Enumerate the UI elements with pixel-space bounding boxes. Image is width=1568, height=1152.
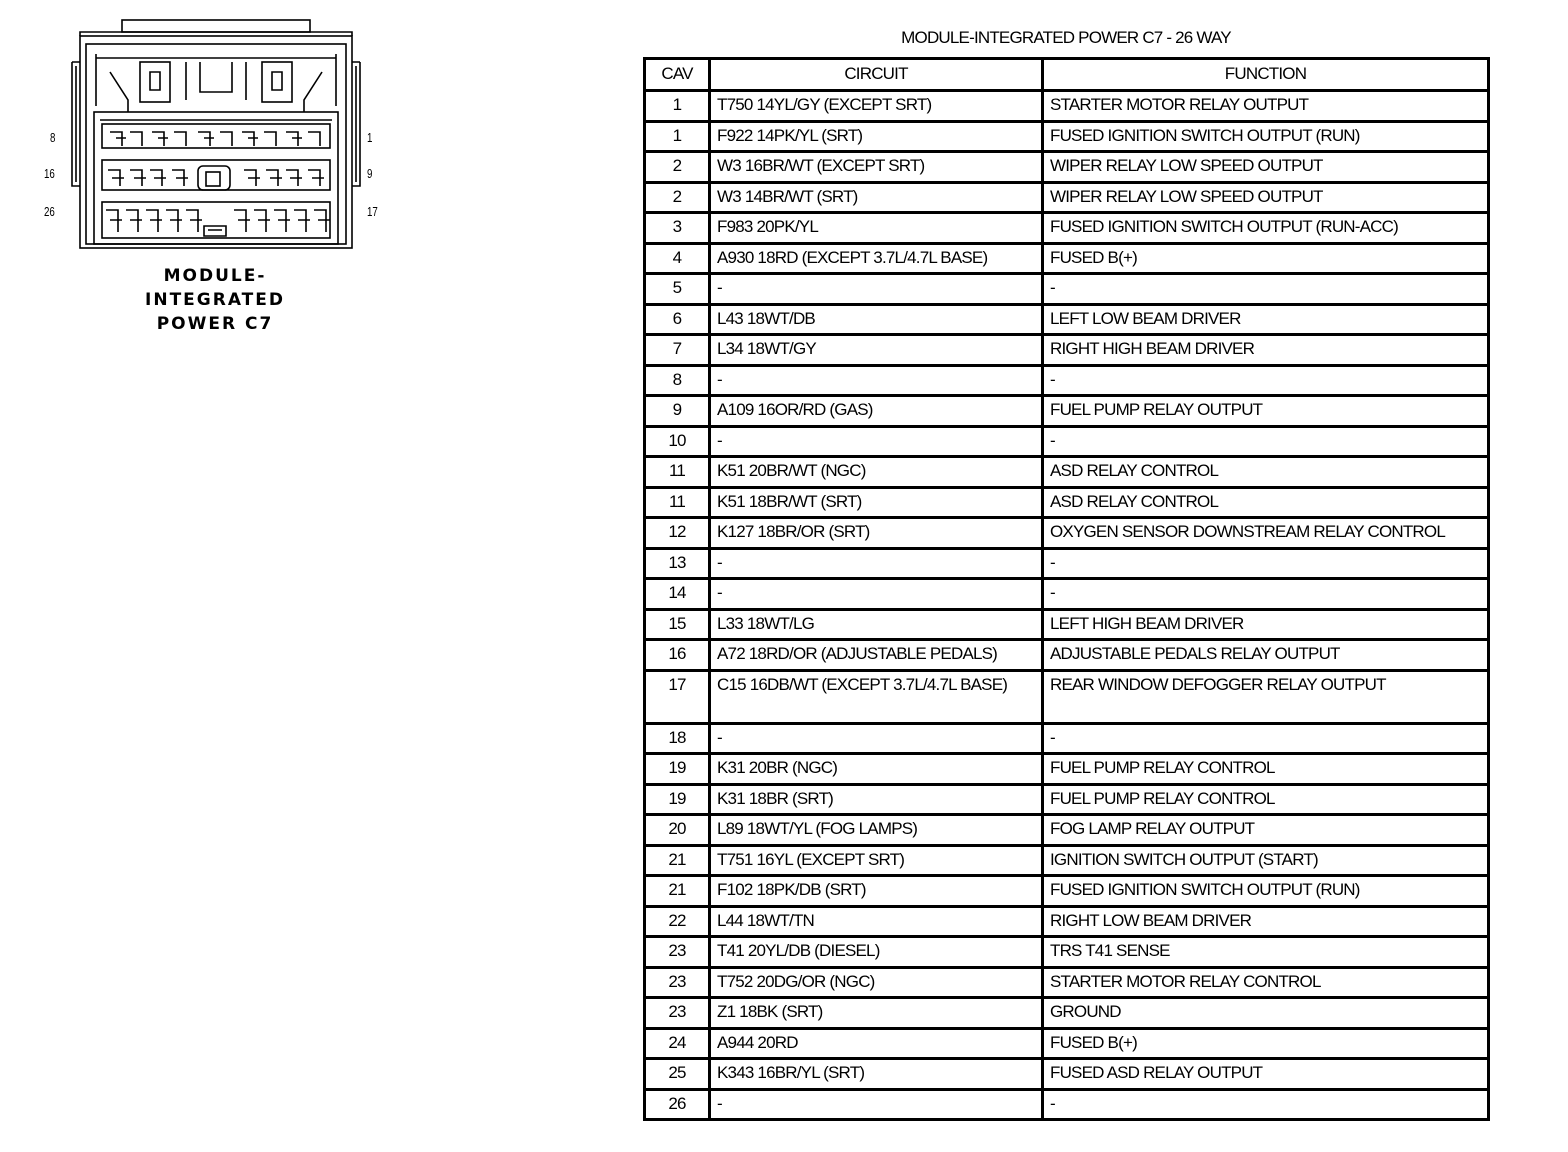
pin-label-9: 9	[367, 166, 373, 181]
connector-shell	[80, 36, 352, 248]
cav-cell: 25	[645, 1059, 710, 1090]
function-cell: -	[1043, 723, 1489, 754]
circuit-cell: -	[710, 1089, 1043, 1120]
function-cell: LEFT LOW BEAM DRIVER	[1043, 304, 1489, 335]
circuit-cell: -	[710, 548, 1043, 579]
table-row	[645, 876, 1489, 907]
cav-cell: 23	[645, 967, 710, 998]
function-cell: REAR WINDOW DEFOGGER RELAY OUTPUT	[1043, 670, 1489, 723]
table-row	[645, 121, 1489, 152]
circuit-cell: L43 18WT/DB	[710, 304, 1043, 335]
function-cell: STARTER MOTOR RELAY CONTROL	[1043, 967, 1489, 998]
header-function: FUNCTION	[1043, 59, 1489, 91]
cav-cell: 18	[645, 723, 710, 754]
circuit-cell: F102 18PK/DB (SRT)	[710, 876, 1043, 907]
cav-cell: 2	[645, 152, 710, 183]
circuit-cell: L34 18WT/GY	[710, 335, 1043, 366]
table-row	[645, 754, 1489, 785]
table-row	[645, 457, 1489, 488]
circuit-cell: T752 20DG/OR (NGC)	[710, 967, 1043, 998]
table-row	[645, 274, 1489, 305]
circuit-cell: -	[710, 426, 1043, 457]
function-cell: ASD RELAY CONTROL	[1043, 457, 1489, 488]
cav-cell: 7	[645, 335, 710, 366]
circuit-cell: T41 20YL/DB (DIESEL)	[710, 937, 1043, 968]
function-cell: OXYGEN SENSOR DOWNSTREAM RELAY CONTROL	[1043, 518, 1489, 549]
pin-label-17: 17	[367, 204, 378, 219]
function-cell: WIPER RELAY LOW SPEED OUTPUT	[1043, 152, 1489, 183]
cav-cell: 5	[645, 274, 710, 305]
pin-label-26: 26	[44, 204, 55, 219]
circuit-cell: Z1 18BK (SRT)	[710, 998, 1043, 1029]
function-cell: FUEL PUMP RELAY CONTROL	[1043, 754, 1489, 785]
circuit-cell: A944 20RD	[710, 1028, 1043, 1059]
cav-cell: 19	[645, 784, 710, 815]
cav-cell: 2	[645, 182, 710, 213]
cav-cell: 1	[645, 121, 710, 152]
function-cell: -	[1043, 1089, 1489, 1120]
table-row	[645, 1089, 1489, 1120]
function-cell: FUSED B(+)	[1043, 1028, 1489, 1059]
circuit-cell: K31 18BR (SRT)	[710, 784, 1043, 815]
table-row	[645, 152, 1489, 183]
table-row	[645, 304, 1489, 335]
function-cell: -	[1043, 365, 1489, 396]
cav-cell: 1	[645, 91, 710, 122]
circuit-cell: A109 16OR/RD (GAS)	[710, 396, 1043, 427]
cav-cell: 24	[645, 1028, 710, 1059]
connector-caption-line: POWER C7	[156, 314, 274, 334]
table-row	[645, 670, 1489, 723]
function-cell: GROUND	[1043, 998, 1489, 1029]
table-row	[645, 579, 1489, 610]
circuit-cell: -	[710, 723, 1043, 754]
function-cell: FUSED IGNITION SWITCH OUTPUT (RUN-ACC)	[1043, 213, 1489, 244]
table-row	[645, 487, 1489, 518]
function-cell: -	[1043, 426, 1489, 457]
circuit-cell: K127 18BR/OR (SRT)	[710, 518, 1043, 549]
table-row	[645, 937, 1489, 968]
cav-cell: 15	[645, 609, 710, 640]
circuit-cell: A930 18RD (EXCEPT 3.7L/4.7L BASE)	[710, 243, 1043, 274]
cav-cell: 6	[645, 304, 710, 335]
circuit-cell: K343 16BR/YL (SRT)	[710, 1059, 1043, 1090]
table-row	[645, 91, 1489, 122]
function-cell: -	[1043, 548, 1489, 579]
table-body	[645, 91, 1489, 1120]
function-cell: ASD RELAY CONTROL	[1043, 487, 1489, 518]
circuit-cell: C15 16DB/WT (EXCEPT 3.7L/4.7L BASE)	[710, 670, 1043, 723]
table-row	[645, 723, 1489, 754]
table-header-row	[645, 59, 1489, 91]
function-cell: IGNITION SWITCH OUTPUT (START)	[1043, 845, 1489, 876]
circuit-cell: K51 20BR/WT (NGC)	[710, 457, 1043, 488]
function-cell: -	[1043, 579, 1489, 610]
table-row	[645, 609, 1489, 640]
circuit-cell: K31 20BR (NGC)	[710, 754, 1043, 785]
cav-cell: 12	[645, 518, 710, 549]
cav-cell: 26	[645, 1089, 710, 1120]
table-row	[645, 426, 1489, 457]
cav-cell: 23	[645, 998, 710, 1029]
function-cell: FOG LAMP RELAY OUTPUT	[1043, 815, 1489, 846]
circuit-cell: L44 18WT/TN	[710, 906, 1043, 937]
circuit-cell: -	[710, 274, 1043, 305]
header-circuit: CIRCUIT	[710, 59, 1043, 91]
table-row	[645, 518, 1489, 549]
table-row	[645, 998, 1489, 1029]
circuit-cell: L33 18WT/LG	[710, 609, 1043, 640]
cav-cell: 8	[645, 365, 710, 396]
function-cell: -	[1043, 274, 1489, 305]
cav-cell: 22	[645, 906, 710, 937]
table-row	[645, 967, 1489, 998]
table-row	[645, 243, 1489, 274]
table-row	[645, 365, 1489, 396]
cav-cell: 23	[645, 937, 710, 968]
function-cell: FUSED IGNITION SWITCH OUTPUT (RUN)	[1043, 121, 1489, 152]
cav-cell: 10	[645, 426, 710, 457]
circuit-cell: L89 18WT/YL (FOG LAMPS)	[710, 815, 1043, 846]
circuit-cell: F983 20PK/YL	[710, 213, 1043, 244]
cav-cell: 11	[645, 457, 710, 488]
function-cell: FUEL PUMP RELAY OUTPUT	[1043, 396, 1489, 427]
circuit-cell: -	[710, 579, 1043, 610]
header-cav: CAV	[645, 59, 710, 91]
circuit-cell: K51 18BR/WT (SRT)	[710, 487, 1043, 518]
function-cell: LEFT HIGH BEAM DRIVER	[1043, 609, 1489, 640]
cav-cell: 14	[645, 579, 710, 610]
table-row	[645, 213, 1489, 244]
cav-cell: 20	[645, 815, 710, 846]
cav-cell: 21	[645, 876, 710, 907]
function-cell: RIGHT HIGH BEAM DRIVER	[1043, 335, 1489, 366]
function-cell: WIPER RELAY LOW SPEED OUTPUT	[1043, 182, 1489, 213]
cav-cell: 16	[645, 640, 710, 671]
cav-cell: 11	[645, 487, 710, 518]
function-cell: ADJUSTABLE PEDALS RELAY OUTPUT	[1043, 640, 1489, 671]
cav-cell: 3	[645, 213, 710, 244]
table-title: MODULE-INTEGRATED POWER C7 - 26 WAY	[901, 28, 1231, 47]
circuit-cell: -	[710, 365, 1043, 396]
function-cell: RIGHT LOW BEAM DRIVER	[1043, 906, 1489, 937]
table-row	[645, 784, 1489, 815]
cav-cell: 19	[645, 754, 710, 785]
table-row	[645, 1059, 1489, 1090]
cav-cell: 4	[645, 243, 710, 274]
connector-diagram	[0, 0, 420, 260]
circuit-cell: T751 16YL (EXCEPT SRT)	[710, 845, 1043, 876]
function-cell: STARTER MOTOR RELAY OUTPUT	[1043, 91, 1489, 122]
table-row	[645, 182, 1489, 213]
pin-label-1: 1	[367, 130, 373, 145]
circuit-cell: W3 14BR/WT (SRT)	[710, 182, 1043, 213]
function-cell: FUSED ASD RELAY OUTPUT	[1043, 1059, 1489, 1090]
function-cell: FUSED IGNITION SWITCH OUTPUT (RUN)	[1043, 876, 1489, 907]
pinout-table	[643, 57, 1490, 1121]
cav-cell: 9	[645, 396, 710, 427]
table-row	[645, 335, 1489, 366]
circuit-cell: T750 14YL/GY (EXCEPT SRT)	[710, 91, 1043, 122]
table-row	[645, 640, 1489, 671]
function-cell: FUSED B(+)	[1043, 243, 1489, 274]
circuit-cell: W3 16BR/WT (EXCEPT SRT)	[710, 152, 1043, 183]
pin-label-8: 8	[50, 130, 56, 145]
table-row	[645, 396, 1489, 427]
table-row	[645, 845, 1489, 876]
cav-cell: 17	[645, 670, 710, 723]
cav-cell: 21	[645, 845, 710, 876]
connector-top-cap	[122, 20, 310, 32]
connector-caption	[120, 264, 310, 336]
circuit-cell: A72 18RD/OR (ADJUSTABLE PEDALS)	[710, 640, 1043, 671]
pin-label-16: 16	[44, 166, 55, 181]
cav-cell: 13	[645, 548, 710, 579]
table-row	[645, 548, 1489, 579]
table-row	[645, 815, 1489, 846]
function-cell: FUEL PUMP RELAY CONTROL	[1043, 784, 1489, 815]
circuit-cell: F922 14PK/YL (SRT)	[710, 121, 1043, 152]
connector-caption-line: INTEGRATED	[145, 290, 285, 310]
table-row	[645, 906, 1489, 937]
table-row	[645, 1028, 1489, 1059]
connector-caption-line: MODULE-	[163, 266, 267, 286]
function-cell: TRS T41 SENSE	[1043, 937, 1489, 968]
